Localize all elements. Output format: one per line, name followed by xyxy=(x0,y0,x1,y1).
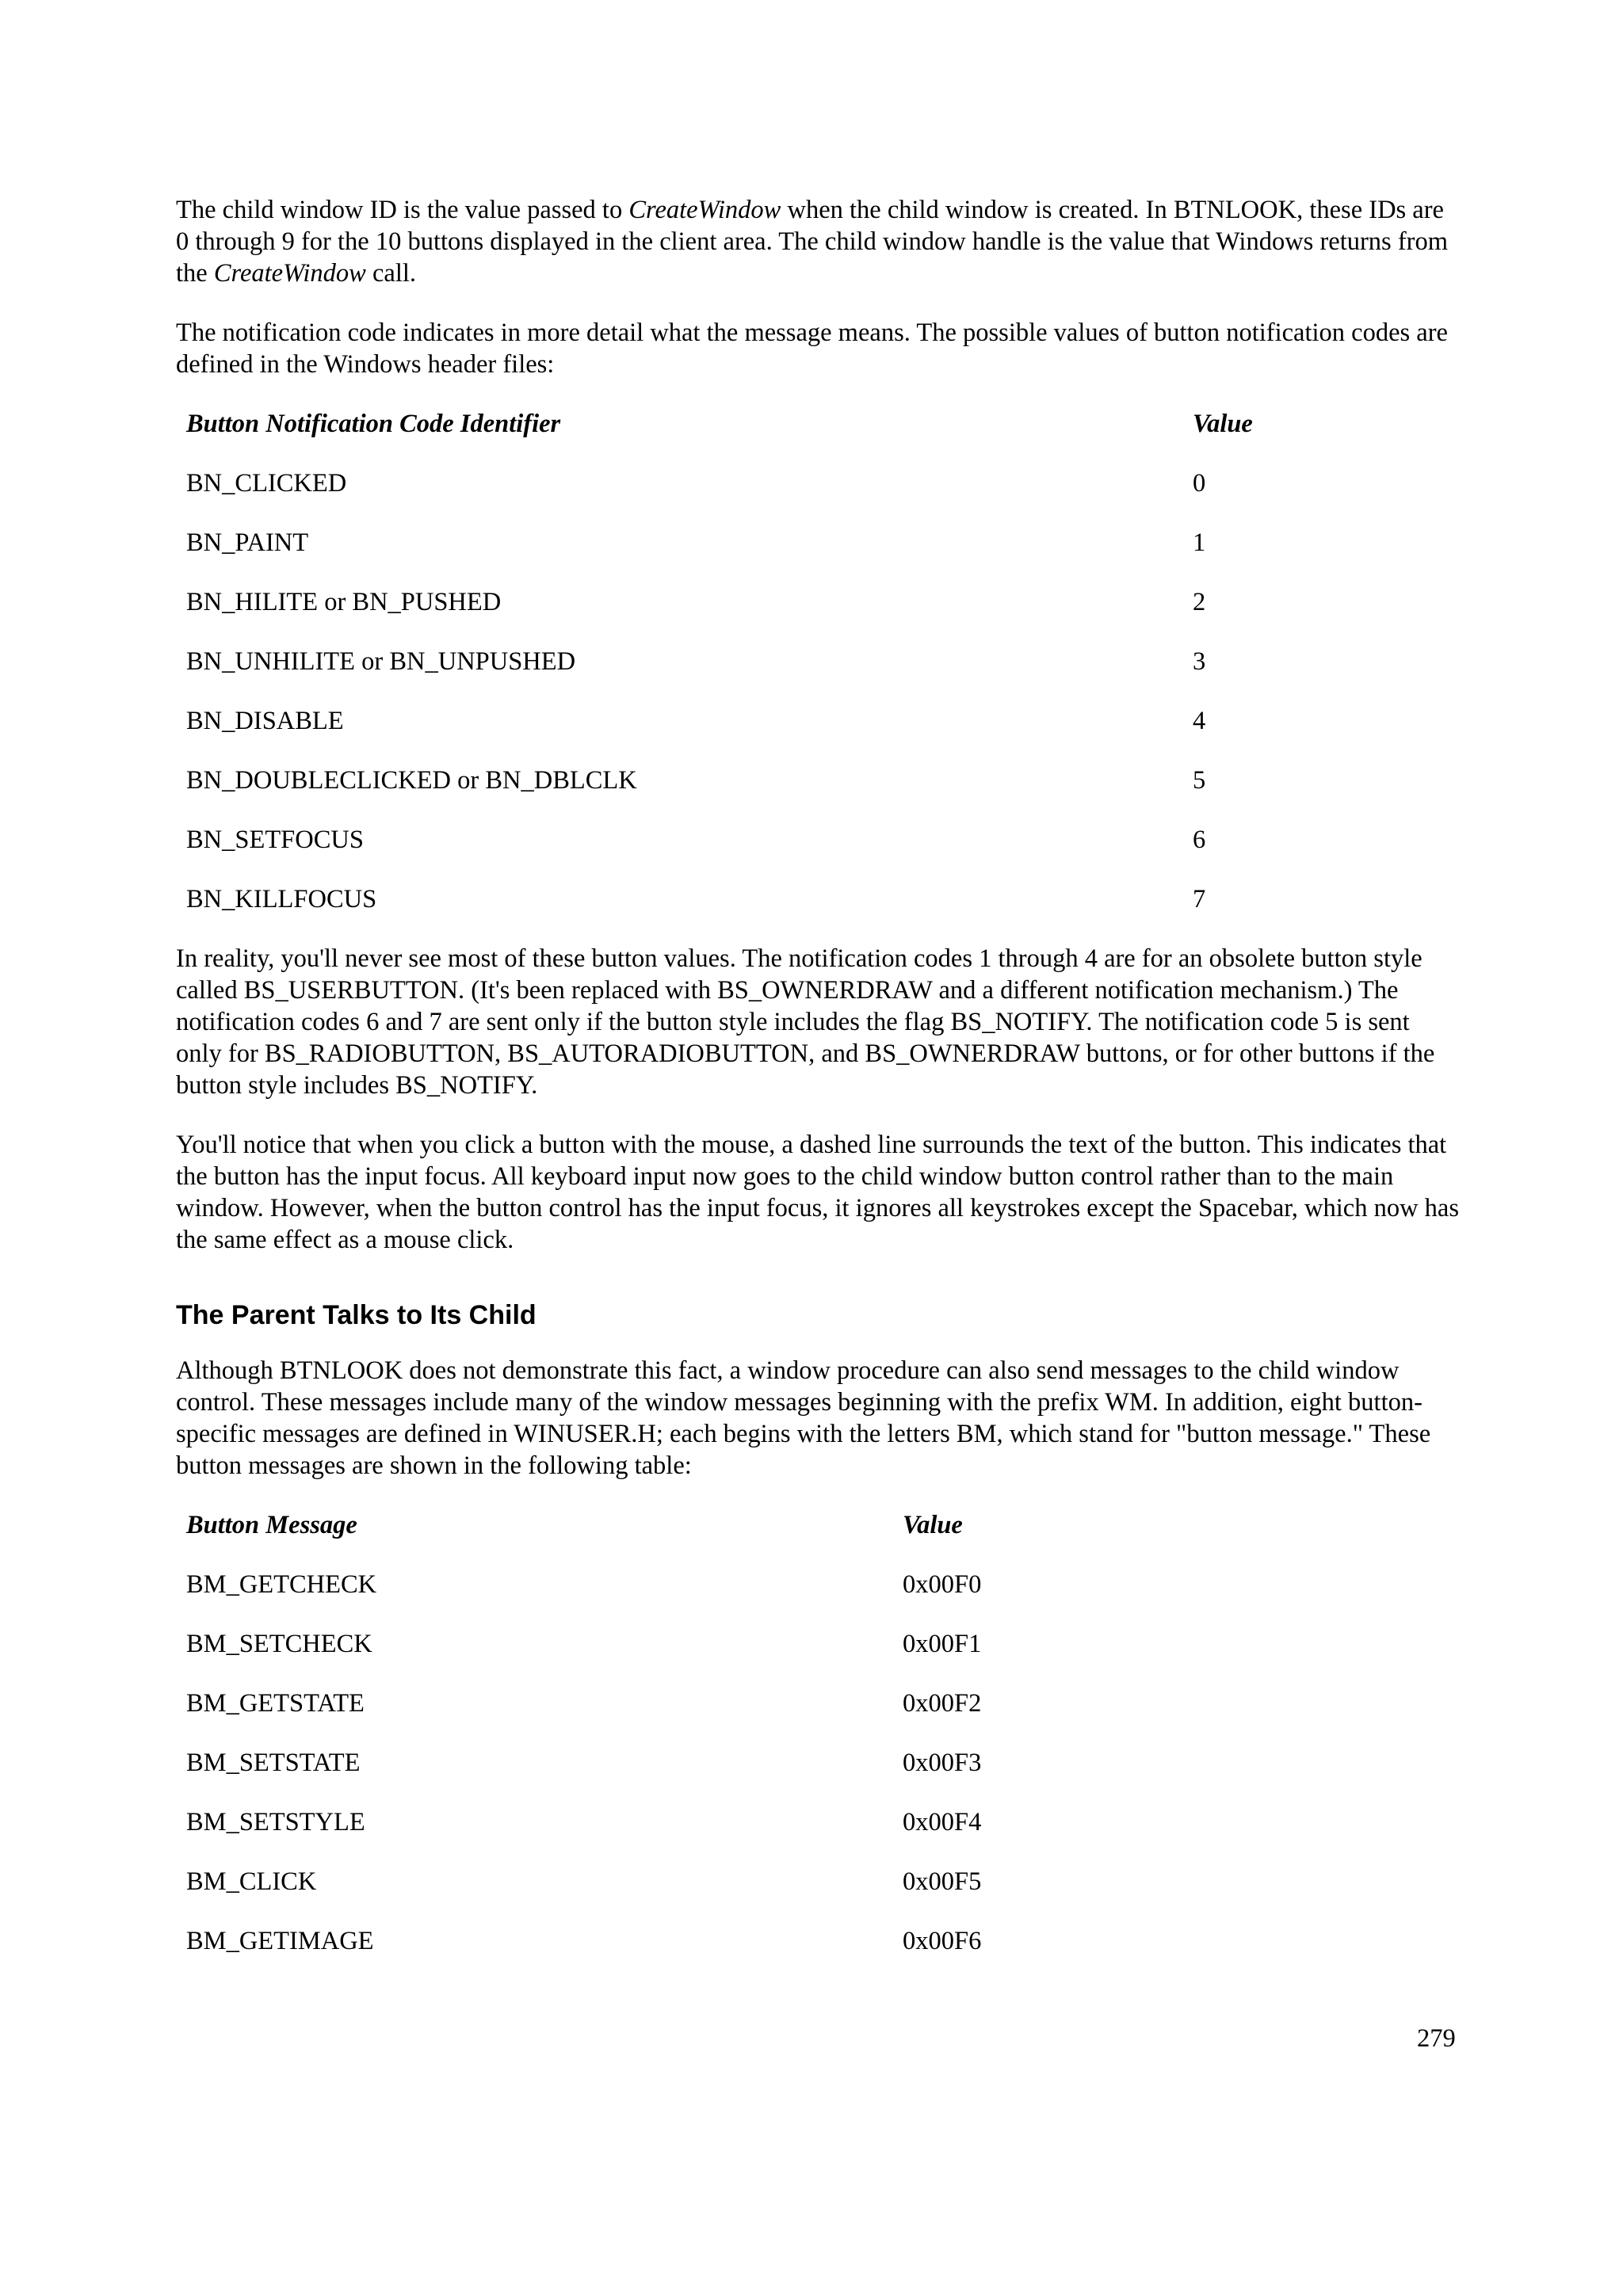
table-row xyxy=(186,705,1454,737)
column-header-value: Value xyxy=(903,1511,963,1539)
table-cell: BM_SETCHECK xyxy=(186,1630,372,1658)
paragraph-input-focus: You'll notice that when you click a button with the mouse, a dashed line surrounds the text of the button. This indicates that the button has the input focus. All keyboard input now goes to the child window button control rather than to the main window. However, when the button control has the input focus, it ignores all keystrokes except the Spacebar, which now has the same effect as a mouse click. xyxy=(176,1131,1459,1254)
page-number: 279 xyxy=(1417,2024,1456,2053)
table-row xyxy=(186,527,1454,559)
table-row xyxy=(186,1628,1454,1660)
table-cell: 0x00F1 xyxy=(903,1630,982,1658)
table-cell: BN_DISABLE xyxy=(186,707,344,735)
paragraph-child-window-id xyxy=(176,194,1460,289)
table-row xyxy=(186,646,1454,677)
column-header-value: Value xyxy=(1193,410,1253,438)
table-cell: 7 xyxy=(1193,885,1206,913)
table-cell: BM_GETSTATE xyxy=(186,1689,365,1718)
table-cell: BN_UNHILITE or BN_UNPUSHED xyxy=(186,647,576,676)
notification-table-header xyxy=(186,408,1454,440)
table-cell: BN_HILITE or BN_PUSHED xyxy=(186,588,502,616)
paragraph-parent-messages: Although BTNLOOK does not demonstrate this fact, a window procedure can also send messages to the child window control. These messages include many of the window messages beginning with the prefix WM. In addition, eight button-specific messages are defined in WINUSER.H; each begins with the letters BM, which stand for "button message." These button messages are shown in the following table: xyxy=(176,1356,1431,1480)
table-row xyxy=(186,586,1454,618)
table-row xyxy=(186,1688,1454,1719)
text-run-italic: CreateWindow xyxy=(213,259,366,288)
table-row xyxy=(186,1747,1454,1779)
table-row xyxy=(186,1925,1454,1957)
table-cell: BN_KILLFOCUS xyxy=(186,885,377,913)
table-cell: BN_SETFOCUS xyxy=(186,826,364,854)
message-table-header xyxy=(186,1509,1454,1541)
table-cell: BN_PAINT xyxy=(186,528,309,557)
table-cell: BM_GETIMAGE xyxy=(186,1927,374,1955)
column-header-message: Button Message xyxy=(186,1511,357,1539)
table-cell: 3 xyxy=(1193,647,1206,676)
text-run: The child window ID is the value passed to xyxy=(176,196,629,224)
table-row xyxy=(186,1569,1454,1600)
column-header-identifier: Button Notification Code Identifier xyxy=(186,410,561,438)
table-cell: BN_DOUBLECLICKED or BN_DBLCLK xyxy=(186,766,637,795)
paragraph-in-reality: In reality, you'll never see most of these button values. The notification codes 1 through 4 are for an obsolete button style called BS_USERBUTTON. (It's been replaced with BS_OWNERDRAW and a different notification mechanism.) The notification codes 6 and 7 are sent only if the button style includes the flag BS_NOTIFY. The notification code 5 is sent only for BS_RADIOBUTTON, BS_AUTORADIOBUTTON, and BS_OWNERDRAW buttons, or for other buttons if the button style includes BS_NOTIFY. xyxy=(176,944,1435,1100)
table-cell: BN_CLICKED xyxy=(186,469,347,498)
table-cell: 5 xyxy=(1193,766,1206,795)
table-row xyxy=(186,1866,1454,1897)
table-cell: 0x00F2 xyxy=(903,1689,982,1718)
text-run: when the child window is created. In BTNLOOK, these IDs are 0 through 9 for the 10 buttons displayed in the client area. The child window handle is the value that Windows returns from the xyxy=(176,196,1448,288)
table-cell: BM_GETCHECK xyxy=(186,1570,377,1599)
table-row xyxy=(186,1806,1454,1838)
section-heading: The Parent Talks to Its Child xyxy=(176,1300,537,1330)
table-cell: 4 xyxy=(1193,707,1206,735)
table-cell: 0x00F4 xyxy=(903,1808,982,1836)
table-cell: BM_SETSTYLE xyxy=(186,1808,365,1836)
table-cell: 6 xyxy=(1193,826,1206,854)
paragraph-notification-code: The notification code indicates in more detail what the message means. The possible values of button notification codes are defined in the Windows header files: xyxy=(176,318,1448,379)
table-cell: 0 xyxy=(1193,469,1206,498)
table-cell: 0x00F0 xyxy=(903,1570,982,1599)
table-cell: 0x00F6 xyxy=(903,1927,982,1955)
table-cell: 1 xyxy=(1193,528,1206,557)
text-run-italic: CreateWindow xyxy=(628,196,781,224)
table-row xyxy=(186,765,1454,796)
table-cell: BM_CLICK xyxy=(186,1867,317,1896)
text-run: call. xyxy=(365,259,417,288)
table-cell: BM_SETSTATE xyxy=(186,1749,361,1777)
table-cell: 0x00F5 xyxy=(903,1867,982,1896)
table-row xyxy=(186,467,1454,499)
table-cell: 0x00F3 xyxy=(903,1749,982,1777)
table-row xyxy=(186,824,1454,856)
table-cell: 2 xyxy=(1193,588,1206,616)
table-row xyxy=(186,883,1454,915)
